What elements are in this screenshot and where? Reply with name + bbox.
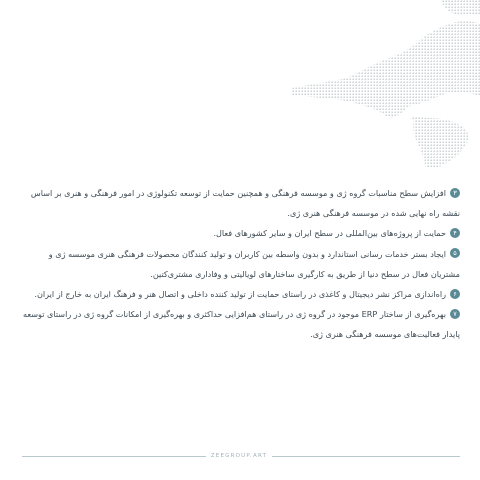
- goal-item: [20, 244, 460, 284]
- footer-divider-left: [22, 456, 206, 457]
- goal-item: [20, 304, 460, 344]
- item-text: راه‌اندازی مراکز نشر دیجیتال و کاغذی در راستای حمایت از تولید کننده داخلی و اتصال هنر و فرهنگ ایران به خارج از ایران.: [34, 289, 446, 300]
- goal-item: [20, 284, 460, 304]
- footer: [0, 451, 480, 461]
- item-text: بهره‌گیری از ساختار ERP موجود در گروه ژی در راستای هم‌افزایی حداکثری و بهره‌گیری از امکانات گروه ژی در راستای توسعه پایدار فعالیت‌های موسسه فرهنگی هنری ژی.: [23, 309, 460, 340]
- item-number-badge: ۵: [450, 248, 460, 258]
- goal-item: [20, 223, 460, 243]
- item-text: حمایت از پروژه‌های بین‌المللی در سطح ایران و سایر کشورهای فعال.: [213, 228, 446, 239]
- item-number-badge: ۴: [450, 228, 460, 238]
- footer-divider-right: [272, 456, 460, 457]
- item-text: ایجاد بستر خدمات رسانی استاندارد و بدون واسطه بین کاربران و تولید کنندگان محصولات فرهنگی هنری موسسه ژی و مشتریان فعال در سطح دنیا از طریق به کارگیری ساختارهای لویالیتی و وفاداری مشتری‌کتین.: [48, 248, 460, 279]
- item-number-badge: ۷: [450, 309, 460, 319]
- goals-list: [20, 183, 460, 345]
- footer-brand: ZEEGROUP.ART: [210, 453, 268, 459]
- goal-item: [20, 183, 460, 223]
- item-number-badge: ۶: [450, 289, 460, 299]
- item-text: افزایش سطح مناسبات گروه ژی و موسسه فرهنگی و همچنین حمایت از توسعه تکنولوژی در امور فرهنگی و هنری بر اساس نقشه راه نهایی شده در موسسه فرهنگی هنری ژی.: [30, 188, 460, 219]
- world-map-graphic: [292, 0, 480, 168]
- item-number-badge: ۳: [450, 188, 460, 198]
